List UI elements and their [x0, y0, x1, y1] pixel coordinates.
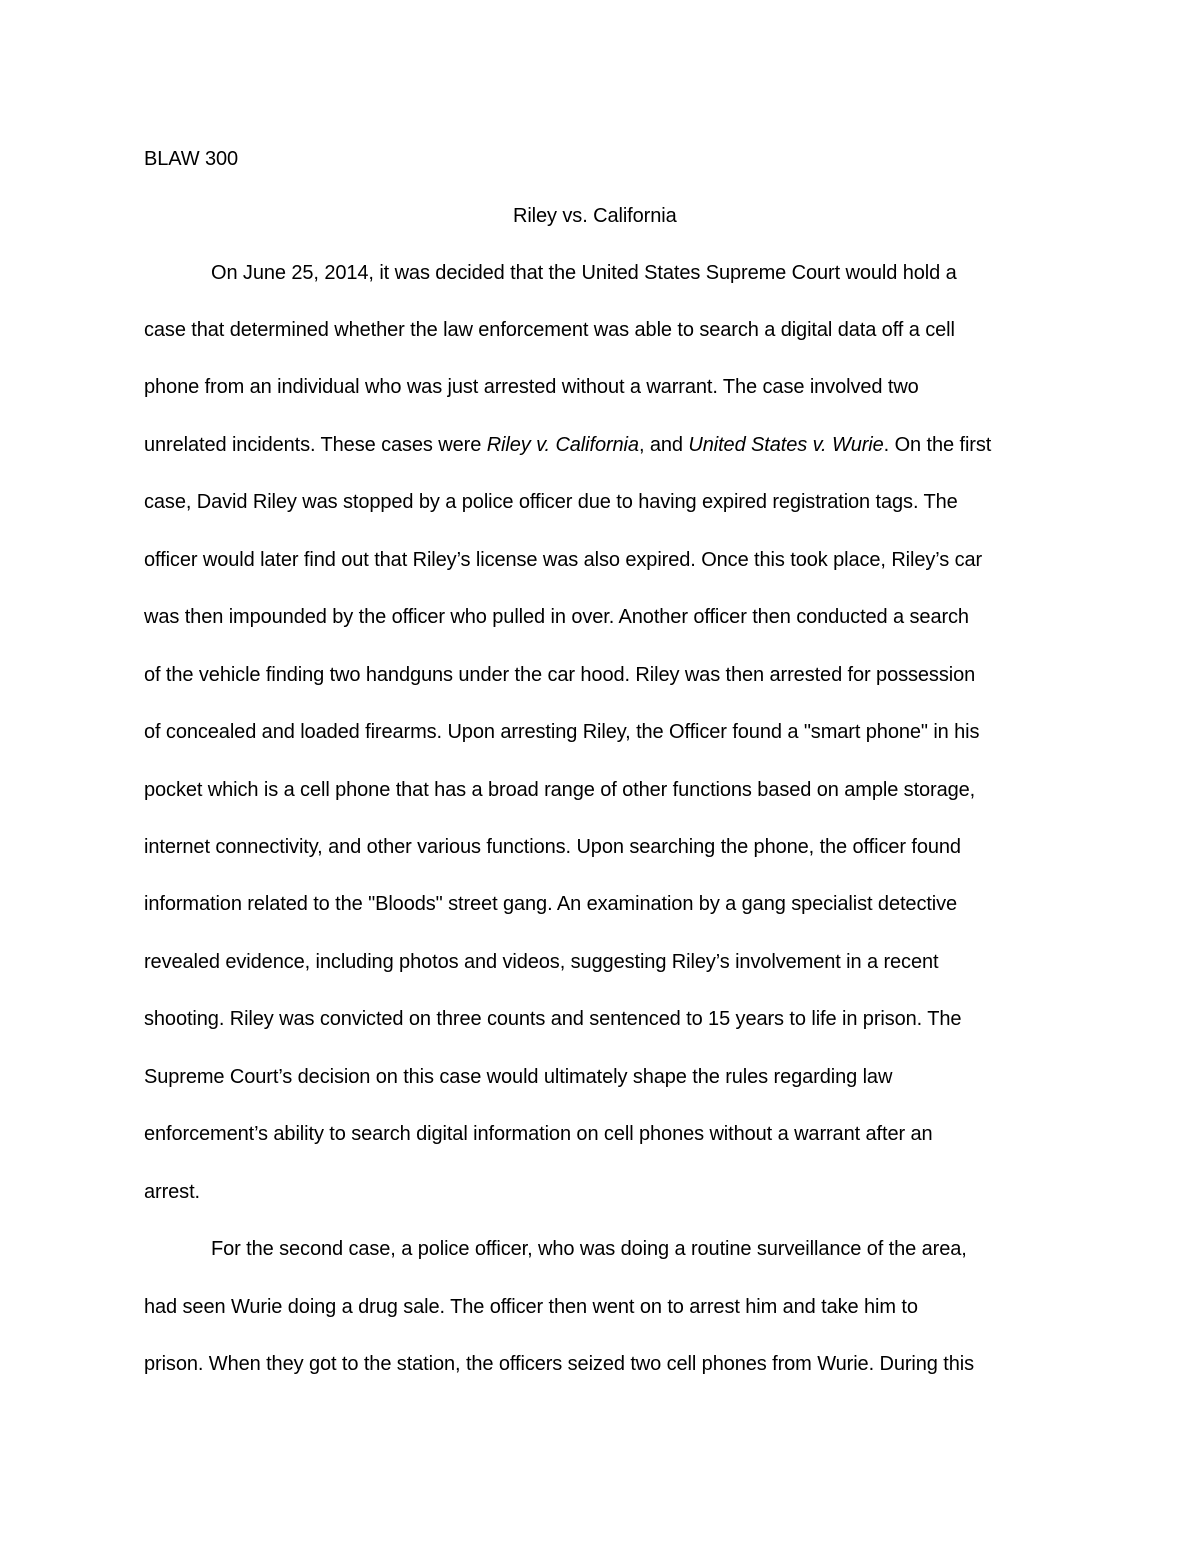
paragraph-1-line-15: Supreme Court’s decision on this case would ultimately shape the rules regarding law [144, 1066, 893, 1088]
line-4-text-after: . On the first [883, 434, 992, 456]
paragraph-1-line-4 [144, 433, 991, 457]
line-4-text-before: unrelated incidents. These cases were [144, 434, 487, 456]
course-header: BLAW 300 [144, 148, 239, 170]
paragraph-2-line-1: For the second case, a police officer, who was doing a routine surveillance of the area, [211, 1238, 967, 1260]
line-4-text-middle: , and [638, 434, 689, 456]
paragraph-1-line-14: shooting. Riley was convicted on three counts and sentenced to 15 years to life in prison. The [144, 1008, 962, 1030]
paragraph-2-line-2: had seen Wurie doing a drug sale. The officer then went on to arrest him and take him to [144, 1296, 918, 1318]
paragraph-1-line-5: case, David Riley was stopped by a police officer due to having expired registration tags. The [144, 491, 958, 513]
paragraph-1-line-16: enforcement’s ability to search digital information on cell phones without a warrant after an [144, 1123, 933, 1145]
paragraph-1-line-9: of concealed and loaded firearms. Upon arresting Riley, the Officer found a "smart phone" in his [144, 721, 980, 743]
paragraph-1-line-12: information related to the "Bloods" street gang. An examination by a gang specialist detective [144, 893, 958, 915]
paragraph-1-line-10: pocket which is a cell phone that has a broad range of other functions based on ample storage, [144, 779, 976, 801]
paragraph-1-line-2: case that determined whether the law enforcement was able to search a digital data off a cell [144, 319, 955, 341]
paragraph-1-line-11: internet connectivity, and other various functions. Upon searching the phone, the officer found [144, 836, 961, 858]
document-title: Riley vs. California [513, 205, 677, 227]
paragraph-1-line-3: phone from an individual who was just arrested without a warrant. The case involved two [144, 376, 919, 398]
paragraph-1-line-6: officer would later find out that Riley’s license was also expired. Once this took place, Riley’s car [144, 549, 983, 571]
case-citation-wurie: United States v. Wurie [688, 434, 884, 456]
case-citation-riley: Riley v. California [486, 434, 639, 456]
paragraph-1-line-1: On June 25, 2014, it was decided that the United States Supreme Court would hold a [211, 262, 957, 284]
paragraph-1-line-7: was then impounded by the officer who pulled in over. Another officer then conducted a search [144, 606, 969, 628]
paragraph-2-line-3: prison. When they got to the station, the officers seized two cell phones from Wurie. During this [144, 1353, 974, 1375]
paragraph-1-line-17: arrest. [144, 1181, 200, 1203]
paragraph-1-line-8: of the vehicle finding two handguns under the car hood. Riley was then arrested for possession [144, 664, 976, 686]
paragraph-1-line-13: revealed evidence, including photos and videos, suggesting Riley’s involvement in a recent [144, 951, 939, 973]
